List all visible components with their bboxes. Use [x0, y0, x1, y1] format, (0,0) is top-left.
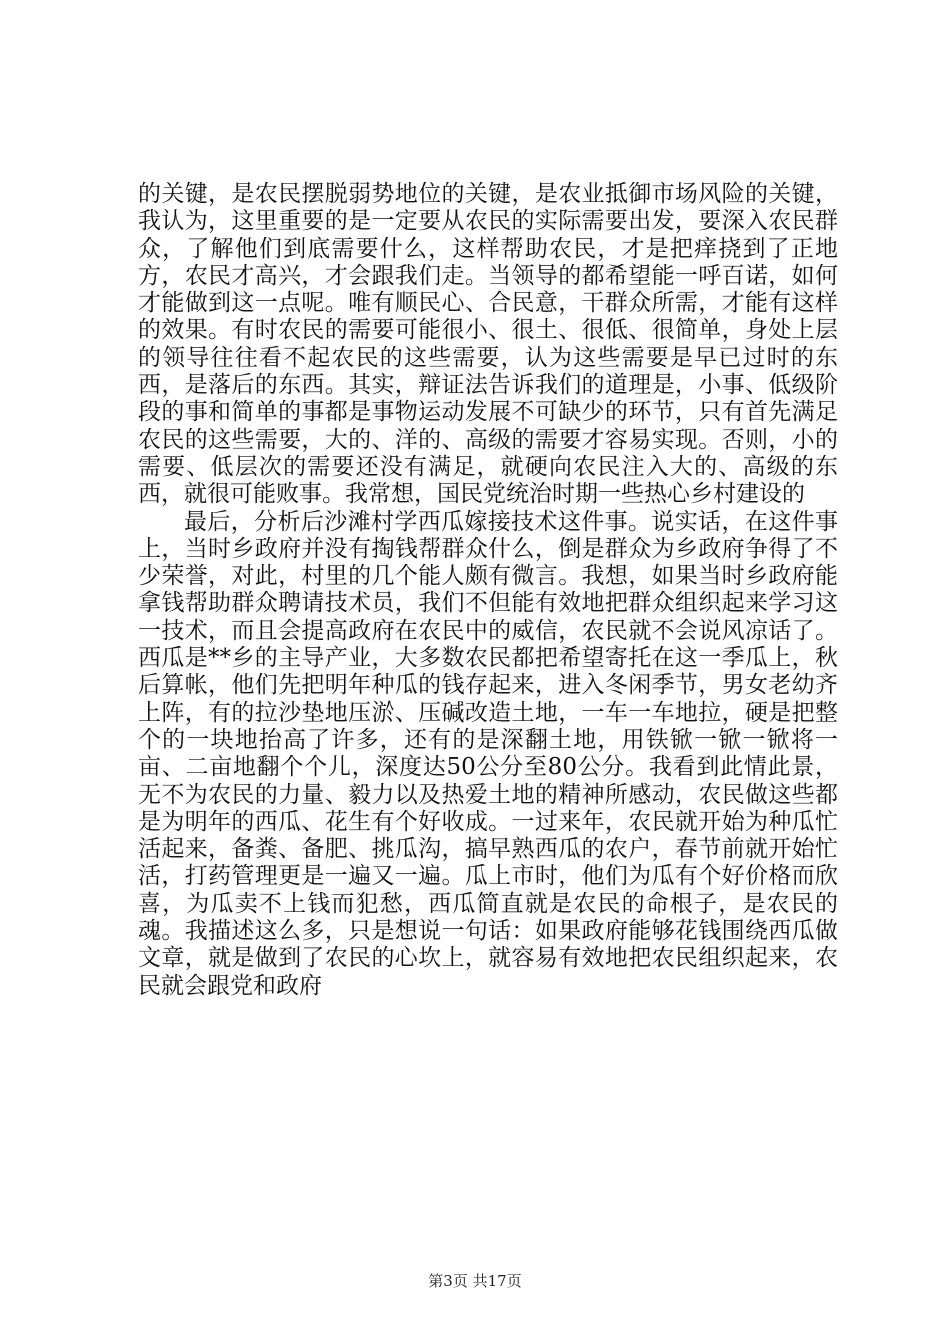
paragraph-2: 最后，分析后沙滩村学西瓜嫁接技术这件事。说实话，在这件事上，当时乡政府并没有掏钱帮群众什么，倒是群众为乡政府争得了不少荣誉，对此，村里的几个能人颇有微言。我想，如果当时乡政府能拿钱帮助群众聘请技术员，我们不但能有效地把群众组织起来学习这一技术，而且会提高政府在农民中的威信，农民就不会说风凉话了。西瓜是**乡的主导产业，大多数农民都把希望寄托在这一季瓜上，秋后算帐，他们先把明年种瓜的钱存起来，进入冬闲季节，男女老幼齐上阵，有的拉沙垫地压淤、压碱改造土地，一车一车地拉，硬是把整个的一块地抬高了许多，还有的是深翻土地，用铁锨一锨一锨将一亩、二亩地翻个个儿，深度达50公分至80公分。我看到此情此景，无不为农民的力量、毅力以及热爱土地的精神所感动，农民做这些都是为明年的西瓜、花生有个好收成。一过来年，农民就开始为种瓜忙活起来，备粪、备肥、挑瓜沟，搞早熟西瓜的农户，春节前就开始忙活，打药管理更是一遍又一遍。瓜上市时，他们为瓜有个好价格而欣喜，为瓜卖不上钱而犯愁，西瓜简直就是农民的命根子，是农民的魂。我描述这么多，只是想说一句话：如果政府能够花钱围绕西瓜做文章，就是做到了农民的心坎上，就容易有效地把农民组织起来，农民就会跟党和政府	[138, 508, 838, 999]
document-body	[138, 181, 838, 1000]
page-number-footer: 第3页 共17页	[428, 1272, 522, 1290]
paragraph-1: 的关键，是农民摆脱弱势地位的关键，是农业抵御市场风险的关键，我认为，这里重要的是一定要从农民的实际需要出发，要深入农民群众，了解他们到底需要什么，这样帮助农民，才是把痒挠到了正地方，农民才高兴，才会跟我们走。当领导的都希望能一呼百诺，如何才能做到这一点呢。唯有顺民心、合民意，干群众所需，才能有这样的效果。有时农民的需要可能很小、很土、很低、很简单，身处上层的领导往往看不起农民的这些需要，认为这些需要是早已过时的东西，是落后的东西。其实，辩证法告诉我们的道理是，小事、低级阶段的事和简单的事都是事物运动发展不可缺少的环节，只有首先满足农民的这些需要，大的、洋的、高级的需要才容易实现。否则，小的需要、低层次的需要还没有满足，就硬向农民注入大的、高级的东西，就很可能败事。我常想，国民党统治时期一些热心乡村建设的	[138, 181, 838, 508]
